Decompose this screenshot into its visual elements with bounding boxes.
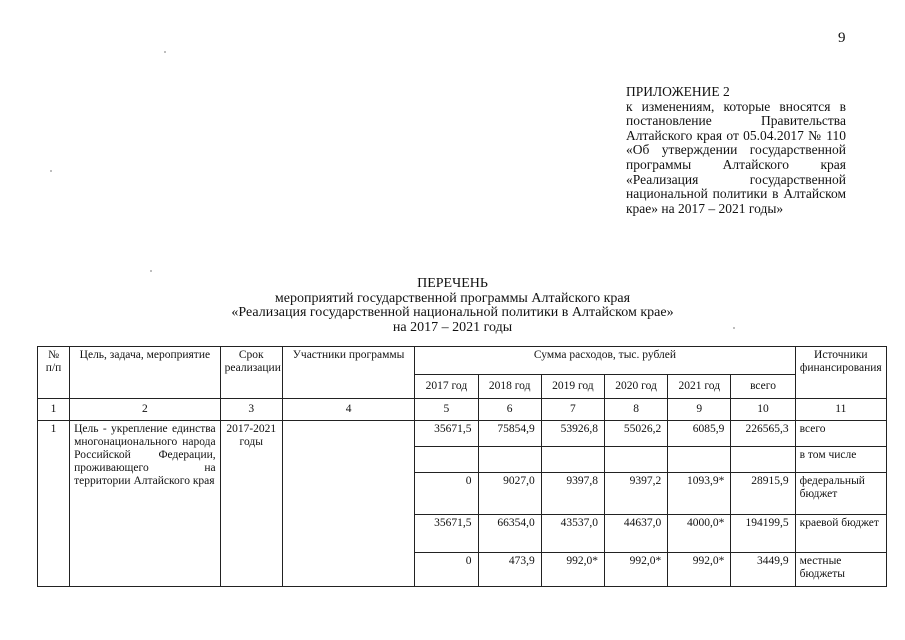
header-year: 2020 год xyxy=(604,375,667,399)
column-number: 8 xyxy=(604,399,667,421)
appendix-text: к изменениям, которые вносятся в постановление Правительства Алтайского края от 05.04.2017 № 110 «Об утверждении государственной программы Алтайского края «Реализация государственной национальной политики в Алтайском крае» на 2017 – 2021 годы» xyxy=(626,98,846,216)
appendix-block xyxy=(626,85,846,216)
value-cell: 0 xyxy=(415,553,478,587)
value-cell: 4000,0* xyxy=(668,515,731,553)
header-sources: Источники финансирования xyxy=(795,347,886,399)
value-cell: 35671,5 xyxy=(415,421,478,447)
value-cell: 992,0* xyxy=(541,553,604,587)
row-goal: Цель - укрепление единства многонационального народа Российской Федерации, проживающего на территории Алтайского края xyxy=(70,421,221,587)
value-cell xyxy=(478,447,541,473)
column-number: 3 xyxy=(220,399,282,421)
source-cell: в том числе xyxy=(795,447,886,473)
header-year: 2017 год xyxy=(415,375,478,399)
header-row xyxy=(38,347,887,375)
value-cell: 44637,0 xyxy=(604,515,667,553)
row-num: 1 xyxy=(38,421,70,587)
column-number: 10 xyxy=(731,399,795,421)
value-cell: 75854,9 xyxy=(478,421,541,447)
header-term: Срок реализации xyxy=(220,347,282,399)
value-cell xyxy=(668,447,731,473)
value-cell xyxy=(541,447,604,473)
header-participants: Участники программы xyxy=(282,347,414,399)
value-cell: 9397,2 xyxy=(604,473,667,515)
header-year: 2018 год xyxy=(478,375,541,399)
value-cell: 473,9 xyxy=(478,553,541,587)
column-number: 11 xyxy=(795,399,886,421)
value-cell: 1093,9* xyxy=(668,473,731,515)
value-cell: 194199,5 xyxy=(731,515,795,553)
header-num: № п/п xyxy=(38,347,70,399)
value-cell: 992,0* xyxy=(604,553,667,587)
column-number: 7 xyxy=(541,399,604,421)
value-cell: 0 xyxy=(415,473,478,515)
header-goal: Цель, задача, мероприятие xyxy=(70,347,221,399)
value-cell: 43537,0 xyxy=(541,515,604,553)
row-term: 2017-2021 годы xyxy=(220,421,282,587)
column-number: 1 xyxy=(38,399,70,421)
list-title-line-4: на 2017 – 2021 годы xyxy=(392,319,513,335)
value-cell: 55026,2 xyxy=(604,421,667,447)
value-cell: 53926,8 xyxy=(541,421,604,447)
column-number: 5 xyxy=(415,399,478,421)
scan-speck xyxy=(50,170,52,172)
column-number: 4 xyxy=(282,399,414,421)
column-number: 6 xyxy=(478,399,541,421)
header-expenses: Сумма расходов, тыс. рублей xyxy=(415,347,795,375)
table-row xyxy=(38,421,887,447)
source-cell: местные бюджеты xyxy=(795,553,886,587)
value-cell: 35671,5 xyxy=(415,515,478,553)
list-title-line-2: мероприятий государственной программы Алтайского края xyxy=(274,290,631,306)
row-participants xyxy=(282,421,414,587)
column-number: 2 xyxy=(70,399,221,421)
value-cell: 6085,9 xyxy=(668,421,731,447)
value-cell: 9397,8 xyxy=(541,473,604,515)
value-cell xyxy=(415,447,478,473)
value-cell: 226565,3 xyxy=(731,421,795,447)
list-title-line-1: ПЕРЕЧЕНЬ xyxy=(417,276,488,291)
value-cell: 992,0* xyxy=(668,553,731,587)
program-table xyxy=(37,346,887,587)
value-cell xyxy=(731,447,795,473)
value-cell: 28915,9 xyxy=(731,473,795,515)
header-year-total: всего xyxy=(731,375,795,399)
value-cell: 66354,0 xyxy=(478,515,541,553)
list-title xyxy=(0,277,905,335)
header-year: 2019 год xyxy=(541,375,604,399)
scan-speck xyxy=(733,327,735,329)
scan-speck xyxy=(164,51,166,53)
value-cell: 9027,0 xyxy=(478,473,541,515)
scan-speck xyxy=(150,270,152,272)
header-year: 2021 год xyxy=(668,375,731,399)
page-number: 9 xyxy=(838,30,846,46)
value-cell xyxy=(604,447,667,473)
value-cell: 3449,9 xyxy=(731,553,795,587)
source-cell: федеральный бюджет xyxy=(795,473,886,515)
list-title-line-3: «Реализация государственной национальной политики в Алтайском крае» xyxy=(231,305,674,320)
column-numbers-row xyxy=(38,399,887,421)
source-cell: краевой бюджет xyxy=(795,515,886,553)
column-number: 9 xyxy=(668,399,731,421)
appendix-title: ПРИЛОЖЕНИЕ 2 xyxy=(626,84,730,99)
source-cell: всего xyxy=(795,421,886,447)
